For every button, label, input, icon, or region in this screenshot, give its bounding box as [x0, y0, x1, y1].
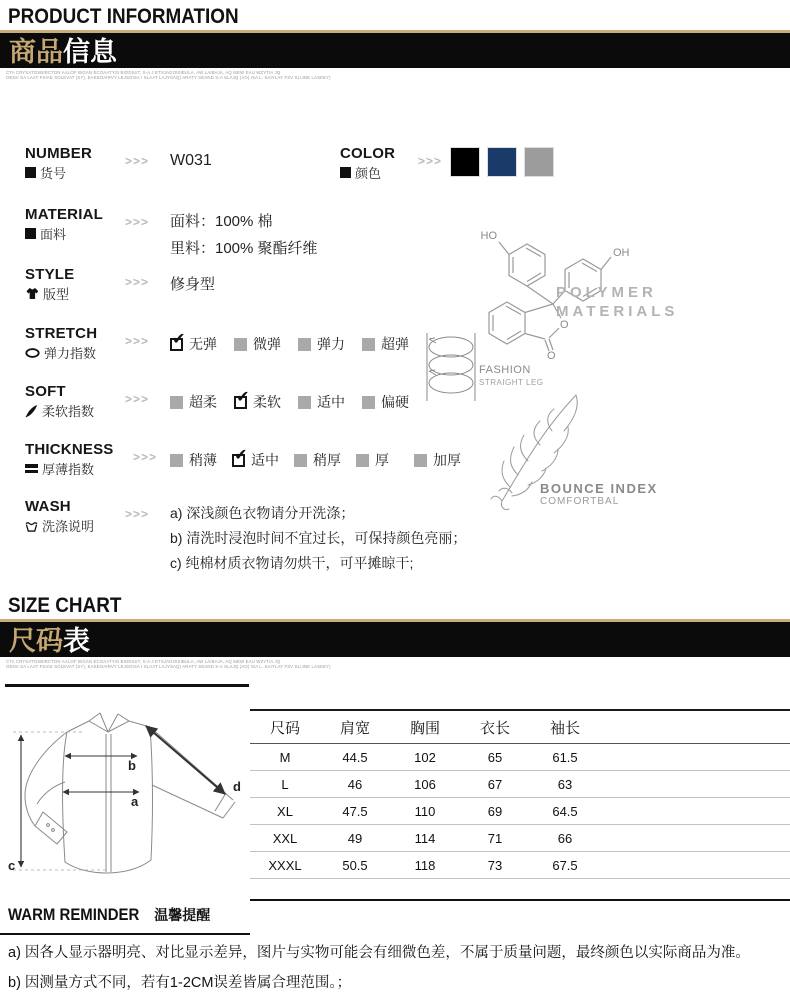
- wash-basin-icon: [25, 520, 38, 532]
- soft-label: SOFT 柔软指数: [25, 383, 95, 419]
- table-cell: 71: [460, 825, 530, 852]
- size-table: [250, 709, 790, 879]
- molecule-ho-label: HO: [480, 230, 497, 242]
- table-cell: M: [250, 744, 320, 771]
- number-value: W031: [170, 152, 212, 169]
- straight-leg-label: STRAIGHT LEG: [479, 378, 544, 387]
- style-value: 修身型: [170, 276, 216, 293]
- info-row-material: [25, 206, 790, 262]
- info-row-wash: [25, 498, 790, 576]
- color-label: COLOR 颜色: [340, 145, 396, 181]
- option: 适中: [298, 392, 345, 412]
- wash-label: WASH 洗涤说明: [25, 498, 95, 534]
- table-row: [250, 798, 790, 825]
- checkbox-checked-icon: ✔: [234, 396, 247, 409]
- table-cell: XL: [250, 798, 320, 825]
- checkbox-unchecked-icon: [294, 454, 307, 467]
- banner-accent-text: 尺码: [9, 626, 63, 656]
- fashion-label: FASHION: [479, 364, 531, 376]
- table-header-cell-empty: [600, 710, 790, 744]
- info-row-thickness: [25, 441, 790, 478]
- color-swatch-navy: [487, 147, 517, 177]
- warm-reminder-title: WARM REMINDER 温馨提醒: [0, 905, 250, 935]
- option: 超柔: [170, 392, 217, 412]
- banner-rest-text: 表: [63, 626, 90, 656]
- square-icon: [25, 228, 36, 239]
- measurement-label-b: b: [128, 758, 136, 773]
- checkbox-unchecked-icon: [234, 338, 247, 351]
- stretch-label: STRETCH 弹力指数: [25, 325, 98, 361]
- divider: [250, 899, 790, 901]
- thickness-label: THICKNESS 厚薄指数: [25, 441, 114, 477]
- option: 加厚: [414, 450, 461, 470]
- banner-rest-text: 信息: [63, 37, 117, 67]
- table-header-cell: 肩宽: [320, 710, 390, 744]
- table-header-cell: 袖长: [530, 710, 600, 744]
- chevrons-icon: >>>: [133, 450, 158, 464]
- checkbox-checked-icon: ✔: [170, 338, 183, 351]
- fine-print-line: OENV SA LAAT FSIAE SOLEVAT (SY), EAKEOAIRVY LEJSOISA I SLAAT LAJYSAQ) ARATY SEAND S-A SLAJQ (AO) ISA L. SAIYLAY FSV SLIJNE LASEEY): [6, 665, 331, 670]
- table-cell: 106: [390, 771, 460, 798]
- elastic-band-icon: [25, 348, 40, 358]
- shirt-diagram: [5, 690, 250, 895]
- chevrons-icon: >>>: [418, 154, 443, 168]
- chevrons-icon: >>>: [125, 215, 150, 229]
- table-header-cell: 胸围: [390, 710, 460, 744]
- table-header-row: [250, 710, 790, 744]
- table-cell: XXXL: [250, 852, 320, 879]
- table-cell: 114: [390, 825, 460, 852]
- fine-print-line: OENV SA LAAT FSIAE SOLEVAT (SY), EAKEOAIRVY LEJSOISA I SLAAT LAJYSAQ) ARATY SEAND S-A SLAJQ (AO) ISA L. SAIYLAY FSV SLIJNE LASEEY): [6, 76, 331, 81]
- wash-item: a) 深浅颜色衣物请分开洗涤；: [170, 505, 355, 521]
- table-cell: XXL: [250, 825, 320, 852]
- option: ✔ 无弹: [172, 330, 217, 352]
- checkbox-unchecked-icon: [414, 454, 427, 467]
- table-cell: 49: [320, 825, 390, 852]
- checkbox-unchecked-icon: [362, 396, 375, 409]
- bounce-index-label: BOUNCE INDEX: [540, 481, 658, 496]
- table-cell: 110: [390, 798, 460, 825]
- feather-icon: [25, 404, 38, 418]
- option: 超弹: [362, 334, 409, 354]
- table-cell: L: [250, 771, 320, 798]
- fine-print-line: CTA CRYSATOSBIRCTON AALOF BIGAN ECOAATYSI BIODIUIT, S-A J ETSJAGOISIBULA, AW LAIBAJA, AQ MEW EAU WZYTIA JQ: [6, 660, 281, 665]
- info-row-soft: [25, 383, 790, 420]
- checkbox-unchecked-icon: [298, 396, 311, 409]
- option: 稍薄: [170, 450, 217, 470]
- style-label: STYLE 版型: [25, 266, 75, 302]
- square-icon: [340, 167, 351, 178]
- checkbox-unchecked-icon: [356, 454, 369, 467]
- info-row-stretch: [25, 325, 790, 362]
- checkbox-unchecked-icon: [170, 396, 183, 409]
- table-cell: 69: [460, 798, 530, 825]
- table-cell: 47.5: [320, 798, 390, 825]
- chevrons-icon: >>>: [125, 154, 150, 168]
- warm-reminder-items: [8, 938, 750, 998]
- option: 偏硬: [362, 392, 409, 412]
- table-cell: 44.5: [320, 744, 390, 771]
- option: 稍厚: [294, 450, 341, 470]
- square-icon: [25, 167, 36, 178]
- table-cell: 102: [390, 744, 460, 771]
- option: ✔ 柔软: [236, 388, 281, 410]
- molecule-oh-label: OH: [613, 247, 630, 259]
- checkbox-unchecked-icon: [170, 454, 183, 467]
- measurement-label-d: d: [233, 779, 241, 794]
- fine-print: [6, 660, 331, 670]
- table-cell: 61.5: [530, 744, 600, 771]
- table-cell: 67.5: [530, 852, 600, 879]
- thickness-options: [170, 441, 461, 470]
- table-row: [250, 825, 790, 852]
- table-cell: 46: [320, 771, 390, 798]
- table-cell: 67: [460, 771, 530, 798]
- table-cell: 64.5: [530, 798, 600, 825]
- molecule-o-label: O: [560, 319, 569, 331]
- table-cell: 73: [460, 852, 530, 879]
- polymer-label: POLYMER MATERIALS: [556, 284, 679, 320]
- checkbox-checked-icon: ✔: [232, 454, 245, 467]
- material-label: MATERIAL 面料: [25, 206, 103, 242]
- soft-options: [170, 383, 409, 412]
- table-cell: 63: [530, 771, 600, 798]
- wash-item: b) 清洗时浸泡时间不宜过长，可保持颜色亮丽；: [170, 530, 467, 546]
- comfortbal-label: COMFORTBAL: [540, 496, 620, 507]
- table-header-cell: 衣长: [460, 710, 530, 744]
- product-info-title: PRODUCT INFORMATION: [8, 5, 239, 28]
- material-line: 里料：100% 聚酯纤维: [170, 240, 318, 257]
- layers-icon: [25, 463, 38, 474]
- fine-print: [6, 71, 331, 81]
- chevrons-icon: >>>: [125, 275, 150, 289]
- material-line: 面料：100% 棉: [170, 213, 273, 230]
- table-row: [250, 771, 790, 798]
- option: ✔ 适中: [234, 446, 279, 468]
- tshirt-icon: [25, 287, 39, 300]
- wash-item: c) 纯棉材质衣物请勿烘干，可平摊晾干;: [170, 555, 414, 571]
- option: 厚: [356, 450, 389, 470]
- size-chart-banner: [0, 619, 790, 657]
- reminder-item: b) 因测量方式不同，若有1-2CM误差皆属合理范围。；: [8, 975, 352, 991]
- measurement-label-a: a: [131, 794, 139, 809]
- table-cell: 118: [390, 852, 460, 879]
- product-info-banner: [0, 30, 790, 68]
- divider: [5, 684, 249, 687]
- table-header-cell: 尺码: [250, 710, 320, 744]
- checkbox-unchecked-icon: [298, 338, 311, 351]
- table-cell: 50.5: [320, 852, 390, 879]
- color-swatch-black: [450, 147, 480, 177]
- fine-print-line: CTA CRYSATOSBIRCTON AALOF BIGAN ECOAATYSI BIODIUIT, S-A J ETSJAGOISIBULA, AW LAIBAJA, AQ MEW EAU WZYTIA JQ: [6, 71, 281, 76]
- reminder-item: a) 因各人显示器明亮、对比显示差异，图片与实物可能会有细微色差，不属于质量问题，最终颜色以实际商品为准。: [8, 945, 750, 961]
- table-row: [250, 744, 790, 771]
- banner-accent-text: 商品: [9, 37, 63, 67]
- table-row: [250, 852, 790, 879]
- measurement-label-c: c: [8, 858, 16, 873]
- color-group: [340, 145, 554, 182]
- spring-illustration: [424, 331, 478, 403]
- option: 弹力: [298, 334, 345, 354]
- chevrons-icon: >>>: [125, 507, 150, 521]
- molecule-o2-label: O: [547, 350, 556, 360]
- color-swatches: [450, 147, 554, 182]
- chevrons-icon: >>>: [125, 392, 150, 406]
- option: 微弹: [234, 334, 281, 354]
- info-row-number: [25, 145, 790, 182]
- stretch-options: [170, 325, 409, 354]
- number-label: NUMBER 货号: [25, 145, 93, 181]
- checkbox-unchecked-icon: [362, 338, 375, 351]
- chevrons-icon: >>>: [125, 334, 150, 348]
- table-cell: 65: [460, 744, 530, 771]
- color-swatch-gray: [524, 147, 554, 177]
- table-cell: 66: [530, 825, 600, 852]
- size-chart-title: SIZE CHART: [8, 594, 122, 617]
